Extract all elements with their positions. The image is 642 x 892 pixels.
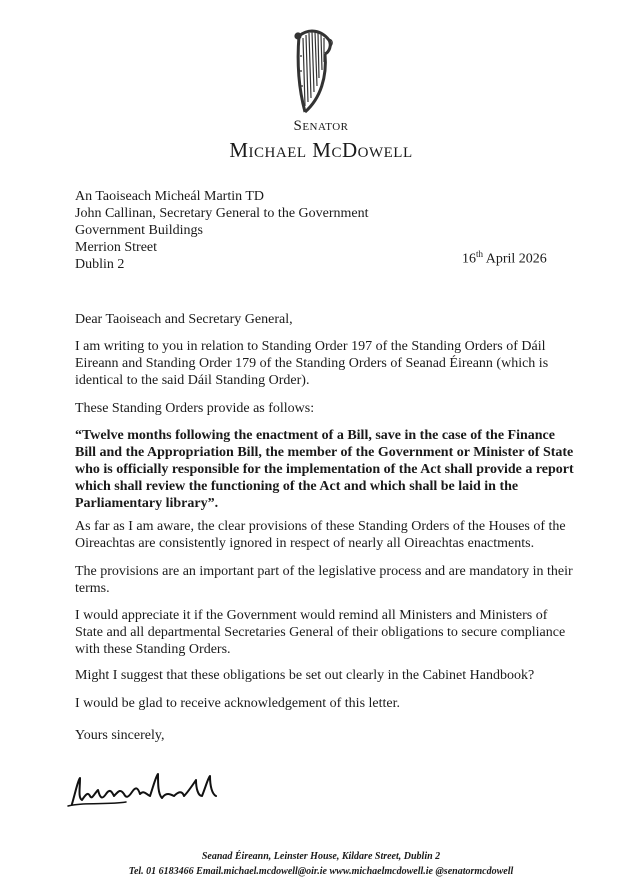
date-rest: April 2026 <box>483 251 547 267</box>
recipient-line: An Taoiseach Micheál Martin TD <box>75 189 265 204</box>
recipient-address <box>75 188 369 273</box>
paragraph-provide: These Standing Orders provide as follows: <box>75 401 315 416</box>
closing: Yours sincerely, <box>75 728 165 743</box>
paragraph-acknowledge: I would be glad to receive acknowledgement of this letter. <box>75 696 401 711</box>
recipient-line: Government Buildings <box>75 223 203 238</box>
letterhead-title: Senator <box>293 118 349 134</box>
footer-contact: Tel. 01 6183466 Email.michael.mcdowell@oir.ie www.michaelmcdowell.ie @senatormcdowell <box>128 866 514 877</box>
harp-emblem-icon <box>291 26 335 118</box>
handwritten-signature <box>66 772 246 812</box>
quoted-standing-order: “Twelve months following the enactment of a Bill, save in the case of the Finance Bill and the Appropriation Bill, the member of the Government or Minister of State who is officially responsible for the implementation of the Act shall provide a report which shall review the functioning of the Act and which shall be laid in the Parliamentary library”. <box>75 428 574 511</box>
paragraph-ignored: As far as I am aware, the clear provisions of these Standing Orders of the Houses of the Oireachtas are consistently ignored in respect of nearly all Oireachtas enactments. <box>75 519 566 551</box>
recipient-line: Merrion Street <box>75 240 158 255</box>
date-suffix: th <box>476 249 484 259</box>
paragraph-remind: I would appreciate it if the Government would remind all Ministers and Ministers of State and all departmental Secretaries General of their obligations to secure compliance with these Standing Orders. <box>75 608 566 657</box>
recipient-line: John Callinan, Secretary General to the Government <box>75 206 369 221</box>
recipient-line: Dublin 2 <box>75 257 125 272</box>
letter-date <box>462 249 547 268</box>
paragraph-handbook: Might I suggest that these obligations be set out clearly in the Cabinet Handbook? <box>75 668 535 683</box>
footer-address: Seanad Éireann, Leinster House, Kildare Street, Dublin 2 <box>201 851 441 862</box>
paragraph-mandatory: The provisions are an important part of the legislative process and are mandatory in their terms. <box>75 564 573 596</box>
salutation: Dear Taoiseach and Secretary General, <box>75 312 293 327</box>
letterhead-name: Michael McDowell <box>229 138 413 162</box>
date-day: 16 <box>462 251 476 267</box>
paragraph-standing-orders: I am writing to you in relation to Standing Order 197 of the Standing Orders of Dáil Eireann and Standing Order 179 of the Standing Orders of Seanad Éireann (which is identical to the said Dáil Standing Order). <box>75 339 549 388</box>
